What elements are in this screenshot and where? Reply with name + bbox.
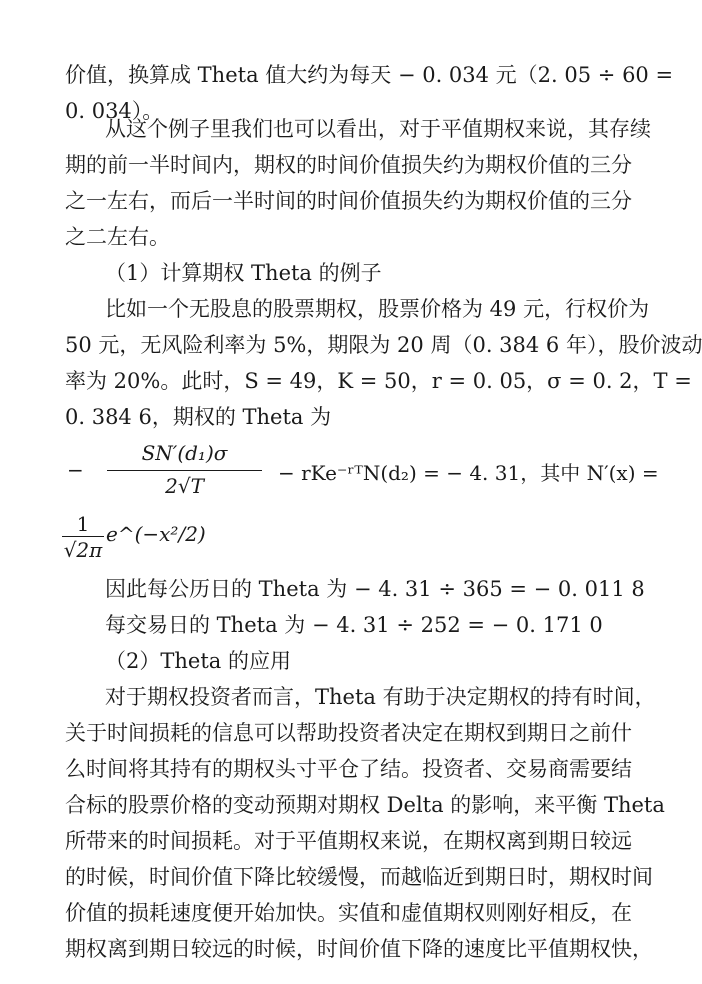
text-line: 关于时间损耗的信息可以帮助投资者决定在期权到期日之前什 (65, 721, 632, 745)
formula-minus: − (67, 458, 84, 482)
text-line: 之一左右，而后一半时间的时间价值损失约为期权价值的三分 (65, 189, 632, 213)
text-line: 期的前一半时间内，期权的时间价值损失约为期权价值的三分 (65, 153, 632, 177)
pdf-numerator: 1 (76, 512, 90, 536)
formula-denominator: 2√T (165, 474, 204, 498)
section-heading: （1）计算期权 Theta 的例子 (105, 261, 382, 285)
text-line: 的时候，时间价值下降比较缓慢，而越临近到期日时，期权时间 (65, 865, 653, 889)
text-line: 价值的损耗速度便开始加快。实值和虚值期权则刚好相反，在 (65, 901, 632, 925)
text-line: 因此每公历日的 Theta 为 − 4. 31 ÷ 365 = − 0. 011 8 (105, 577, 645, 601)
text-line: 价值，换算成 Theta 值大约为每天 − 0. 034 元（2. 05 ÷ 60 = (65, 63, 674, 87)
text-line: 对于期权投资者而言，Theta 有助于决定期权的持有时间， (105, 685, 656, 709)
formula-fraction (97, 438, 272, 501)
text-line: 比如一个无股息的股票期权，股票价格为 49 元，行权价为 (105, 297, 650, 321)
text-line: 率为 20%。此时，S = 49，K = 50，r = 0. 05，σ = 0. 2，T = (65, 369, 692, 393)
text-line: 么时间将其持有的期权头寸平仓了结。投资者、交易商需要结 (65, 757, 632, 781)
pdf-denominator: √2π (63, 538, 103, 562)
theta-formula (65, 438, 659, 508)
text-line: 期权离到期日较远的时候，时间价值下降的速度比平值期权快， (65, 937, 653, 961)
text-line: 之二左右。 (65, 225, 170, 249)
text-line: 0. 384 6，期权的 Theta 为 (65, 405, 332, 429)
section-heading: （2）Theta 的应用 (105, 649, 291, 673)
text-line: 每交易日的 Theta 为 − 4. 31 ÷ 252 = − 0. 171 0 (105, 613, 603, 637)
normal-pdf (62, 512, 206, 572)
formula-tail: − rKe⁻ʳᵀN(d₂) = − 4. 31，其中 N′(x) = (278, 461, 659, 485)
pdf-fraction (62, 512, 104, 563)
formula-numerator: SN′(d₁)σ (141, 441, 228, 465)
pdf-exponential: e^(−x²/2) (106, 522, 206, 546)
text-line: 合标的股票价格的变动预期对期权 Delta 的影响，来平衡 Theta (65, 793, 665, 817)
text-line: 所带来的时间损耗。对于平值期权来说，在期权离到期日较远 (65, 829, 632, 853)
text-line: 50 元，无风险利率为 5%，期限为 20 周（0. 384 6 年），股价波动 (65, 333, 702, 357)
text-line: 从这个例子里我们也可以看出，对于平值期权来说，其存续 (105, 117, 651, 141)
text-line: 0. 034）。 (65, 99, 164, 123)
